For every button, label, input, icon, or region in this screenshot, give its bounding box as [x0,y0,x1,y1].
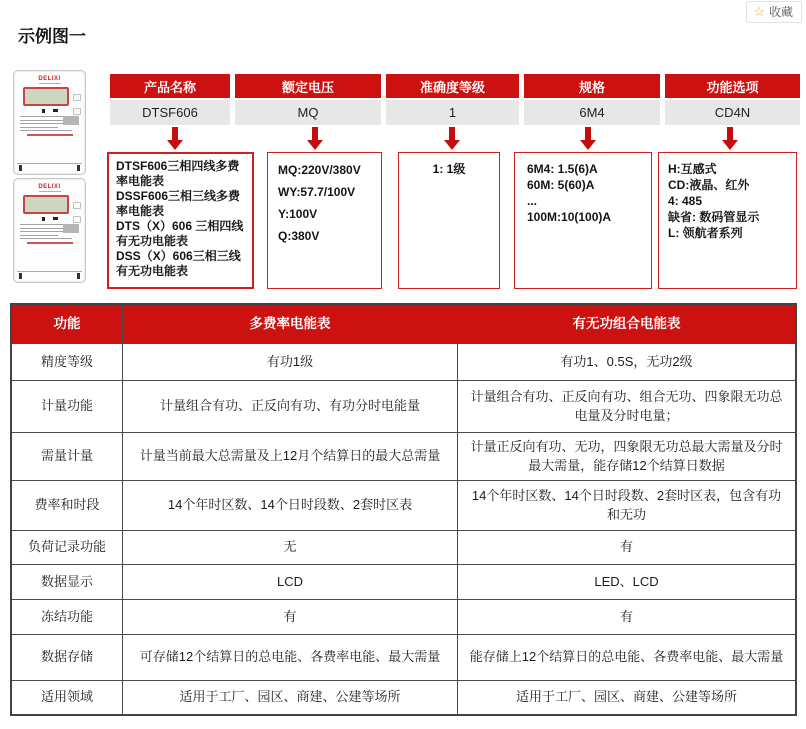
detail-line: 60M: 5(60)A [527,178,595,192]
row-label-cell: 适用领域 [40,689,93,705]
lcd-screen [23,195,69,214]
meter-divider [17,163,82,164]
diagram-header-cell: 额定电压 [235,74,381,98]
row-label-cell: 费率和时段 [34,497,100,513]
diagram-header-cell: 产品名称 [110,74,230,98]
down-arrow-icon [167,127,183,150]
detail-line: L: 领航者系列 [668,226,743,240]
table-row [12,634,795,680]
detail-line: MQ:220V/380V [278,163,361,177]
screw-icon [77,273,80,279]
brand-logo: DELIXI [38,76,61,82]
spec-cell: 有功1级 [122,344,457,380]
spec-cell: 计量组合有功、正反向有功、组合无功、四象限无功总电量及分时电量； [457,381,795,432]
diagram-detail-box [658,152,797,289]
spec-cell: 14个年时区数、14个日时段数、2套时区表 [122,481,457,530]
table-row [12,599,795,634]
detail-line: Y:100V [278,207,318,221]
table-header-cell: 多费率电能表 [122,305,457,343]
page-title: 示例图一 [18,27,86,46]
detail-line: DSS（X）606三相三线有无功电能表 [116,249,241,278]
detail-line: WY:57.7/100V [278,185,356,199]
detail-line: DTS（X）606 三相四线有无功电能表 [116,219,244,248]
row-label-cell: 数据存储 [40,649,93,665]
spec-cell: 无 [122,531,457,564]
meter-fineprint [20,224,79,244]
meter-button-icon [73,202,81,209]
spec-cell: 有 [457,600,795,634]
table-row [12,480,795,530]
diagram-detail-box [267,152,382,289]
favorite-label: 收藏 [768,5,793,19]
spec-cell: 计量组合有功、正反向有功、有功分时电能量 [122,381,457,432]
meter-fineprint [20,116,79,136]
row-label-cell: 精度等级 [40,353,93,369]
spec-cell: 适用于工厂、园区、商建、公建等场所 [457,681,795,714]
table-header-cell: 有无功组合电能表 [457,305,795,343]
down-arrow-icon [444,127,460,150]
detail-line: DSSF606三相三线多费率电能表 [116,189,241,218]
meter-button-icon [73,108,81,115]
spec-cell: LED、LCD [457,565,795,599]
product-naming-diagram [0,0,806,300]
diagram-header-cell: 功能选项 [665,74,800,98]
row-label-cell: 负荷记录功能 [27,539,106,555]
meter-photo-bottom [13,178,86,283]
detail-line: DTSF606三相四线多费率电能表 [116,159,240,188]
detail-line: CD:液晶、红外 [668,178,750,192]
screw-icon [19,165,22,171]
detail-line: 缺省: 数码管显示 [668,210,760,224]
screw-icon [77,165,80,171]
diagram-code-cell: DTSF606 [110,100,230,125]
row-label-cell: 需量计量 [40,448,93,464]
brand-logo: DELIXI [38,184,61,190]
detail-line: 1: 1级 [432,162,466,176]
barcode-block [63,116,79,125]
table-header-cell: 功能 [12,305,122,343]
row-label-cell: 冻结功能 [40,608,93,624]
table-row [12,343,795,380]
spec-cell: 适用于工厂、园区、商建、公建等场所 [122,681,457,714]
down-arrow-icon [307,127,323,150]
spec-cell: 有功1、0.5S，无功2级 [457,344,795,380]
detail-line: Q:380V [278,229,320,243]
meter-button-icon [73,216,81,223]
diagram-code-cell: MQ [235,100,381,125]
diagram-code-cell: 6M4 [524,100,660,125]
barcode-block [63,224,79,233]
detail-line: 100M:10(100)A [527,210,612,224]
diagram-code-cell: 1 [386,100,519,125]
detail-line: 6M4: 1.5(6)A [527,162,598,176]
diagram-code-cell: CD4N [665,100,800,125]
spec-cell: 有 [457,531,795,564]
spec-cell: 有 [122,600,457,634]
logo-underline [39,83,61,84]
logo-underline [39,191,61,192]
spec-comparison-table [10,303,797,716]
spec-cell: 能存储上12个结算日的总电能、各费率电能、最大需量 [457,635,795,680]
table-row [12,380,795,432]
meter-photo-top [13,70,86,175]
spec-cell: 计量正反向有功、无功，四象限无功总最大需量及分时最大需量，能存储12个结算日数据 [457,433,795,480]
spec-cell: 计量当前最大总需量及上12月个结算日的最大总需量 [122,433,457,480]
detail-line: H:互感式 [668,162,717,176]
spec-cell: 可存储12个结算日的总电能、各费率电能、最大需量 [122,635,457,680]
down-arrow-icon [580,127,596,150]
diagram-detail-box [107,152,254,289]
detail-line: 4: 485 [668,194,703,208]
spec-cell: LCD [122,565,457,599]
diagram-header-cell: 准确度等级 [386,74,519,98]
row-label-cell: 数据显示 [40,573,93,589]
screw-icon [19,273,22,279]
lcd-screen [23,87,69,106]
row-label-cell: 计量功能 [40,398,93,414]
star-icon: ☆ [753,3,765,19]
meter-divider [17,271,82,272]
table-row [12,564,795,599]
table-row [12,530,795,564]
meter-button-icon [73,94,81,101]
table-header-row [12,305,795,343]
diagram-header-cell: 规格 [524,74,660,98]
table-row [12,432,795,480]
diagram-detail-box [514,152,652,289]
diagram-detail-box [398,152,500,289]
spec-cell: 14个年时区数、14个日时段数、2套时区表，包含有功和无功 [457,481,795,530]
table-row [12,680,795,714]
detail-line: ... [527,194,538,208]
down-arrow-icon [722,127,738,150]
